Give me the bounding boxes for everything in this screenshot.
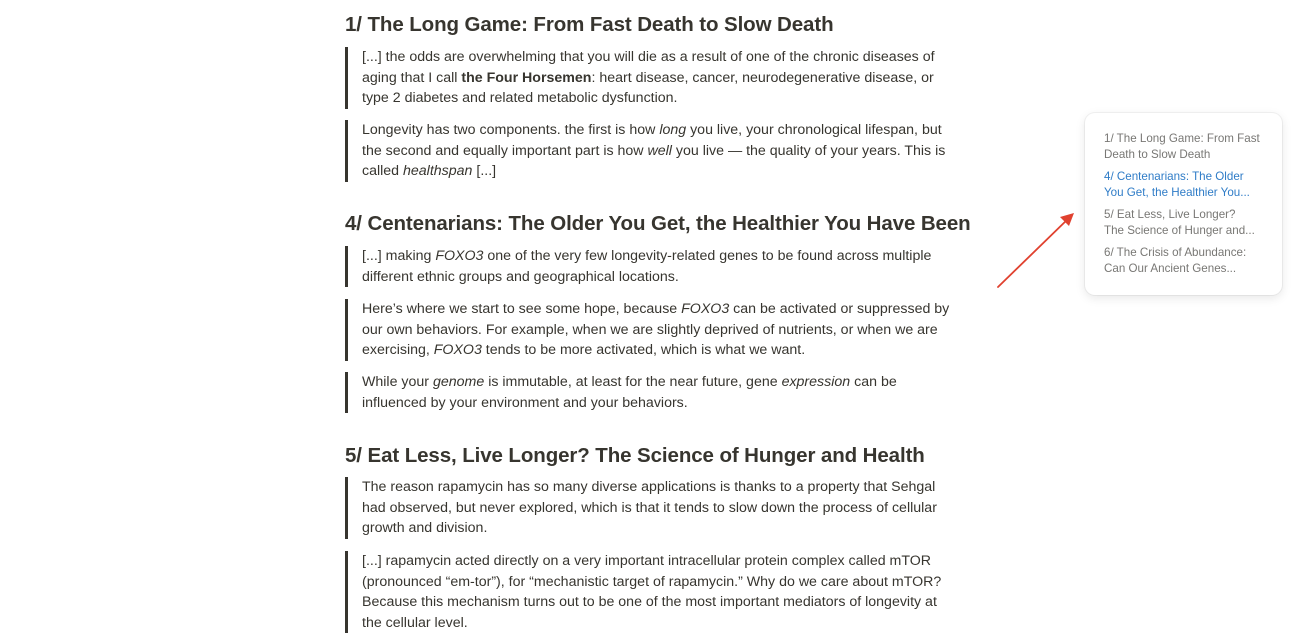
quote-block (345, 299, 952, 361)
toc-item-line: 1/ The Long Game: From Fast (1104, 132, 1260, 145)
toc-item-line: 6/ The Crisis of Abundance: (1104, 246, 1247, 259)
quote-text: can be activated or suppressed by our own behaviors. For example, when we are slightly deprived of nutrients, or when we are exercising, (362, 301, 950, 359)
quote-italic-text: FOXO3 (681, 301, 730, 317)
quote-text: While your (362, 374, 433, 390)
quote-block (345, 47, 952, 109)
quote-block (345, 372, 952, 413)
quote-text: [...] (472, 163, 497, 180)
quote-italic-text: expression (781, 374, 851, 390)
quote-text: [...] rapamycin acted directly on a very important intracellular protein complex called mTOR (pronounced “em-tor”), for “mechanistic target of rapamycin.” Why do we care about mTOR? Because this mechanism turns out to be one of the most important mediators of longevity at the cellular level. (362, 553, 942, 631)
red-arrow-icon (990, 205, 1080, 295)
quote-text: [...] making (362, 248, 436, 264)
quote-text: [...] the odds are overwhelming that you will die as a result of one of the chronic diseases of aging that I call (362, 49, 935, 86)
toc-item-long-game[interactable] (1104, 131, 1268, 163)
toc-item-line: Death to Slow Death (1104, 148, 1211, 161)
toc-item-line: Can Our Ancient Genes... (1104, 262, 1237, 275)
toc-item-crisis-of-abundance[interactable] (1104, 245, 1268, 277)
quote-text: one of the very few longevity-related genes to be found across multiple different ethnic groups and geographical locations. (362, 248, 932, 285)
quote-text: is immutable, at least for the near future, gene (484, 374, 782, 390)
quote-block (345, 120, 952, 182)
quote-text: The reason rapamycin has so many diverse applications is thanks to a property that Sehgal had observed, but never explored, which is that it tends to slow down the process of cellular growth and division. (362, 479, 937, 537)
quote-text: you live, your chronological lifespan, but the second and equally important part is how (362, 122, 942, 159)
toc-item-centenarians[interactable] (1104, 169, 1268, 201)
toc-item-line: 4/ Centenarians: The Older (1104, 170, 1244, 183)
table-of-contents (1085, 113, 1282, 295)
quote-block (345, 477, 952, 539)
quote-italic-text: FOXO3 (433, 342, 482, 359)
quote-italic-text: healthspan (403, 163, 473, 180)
quote-block (345, 551, 952, 633)
quote-text: you live — the quality of your years. This is called (362, 142, 946, 180)
quote-text: tends to be more activated, which is what we want. (481, 342, 806, 359)
quote-italic-text: well (647, 142, 672, 159)
quote-text: : heart disease, cancer, neurodegenerative disease, or type 2 diabetes and related metabolic dysfunction. (362, 69, 934, 107)
toc-item-line: The Science of Hunger and... (1104, 224, 1255, 237)
quote-italic-text: FOXO3 (435, 248, 484, 264)
toc-item-eat-less[interactable] (1104, 207, 1268, 239)
section-heading: 1/ The Long Game: From Fast Death to Slow Death (345, 13, 834, 36)
toc-item-line: 5/ Eat Less, Live Longer? (1104, 208, 1236, 221)
section-heading: 4/ Centenarians: The Older You Get, the Healthier You Have Been (345, 212, 971, 235)
quote-italic-text: genome (432, 374, 485, 390)
quote-italic-text: long (659, 122, 687, 138)
toc-item-line: You Get, the Healthier You... (1104, 186, 1250, 199)
quote-text: Here’s where we start to see some hope, because (362, 301, 682, 317)
quote-bold-text: the Four Horsemen (461, 69, 592, 86)
quote-text: can be influenced by your environment and your behaviors. (362, 374, 897, 411)
quote-text: Longevity has two components. the first is how (362, 122, 660, 138)
section-heading: 5/ Eat Less, Live Longer? The Science of Hunger and Health (345, 444, 925, 467)
quote-block (345, 246, 952, 287)
